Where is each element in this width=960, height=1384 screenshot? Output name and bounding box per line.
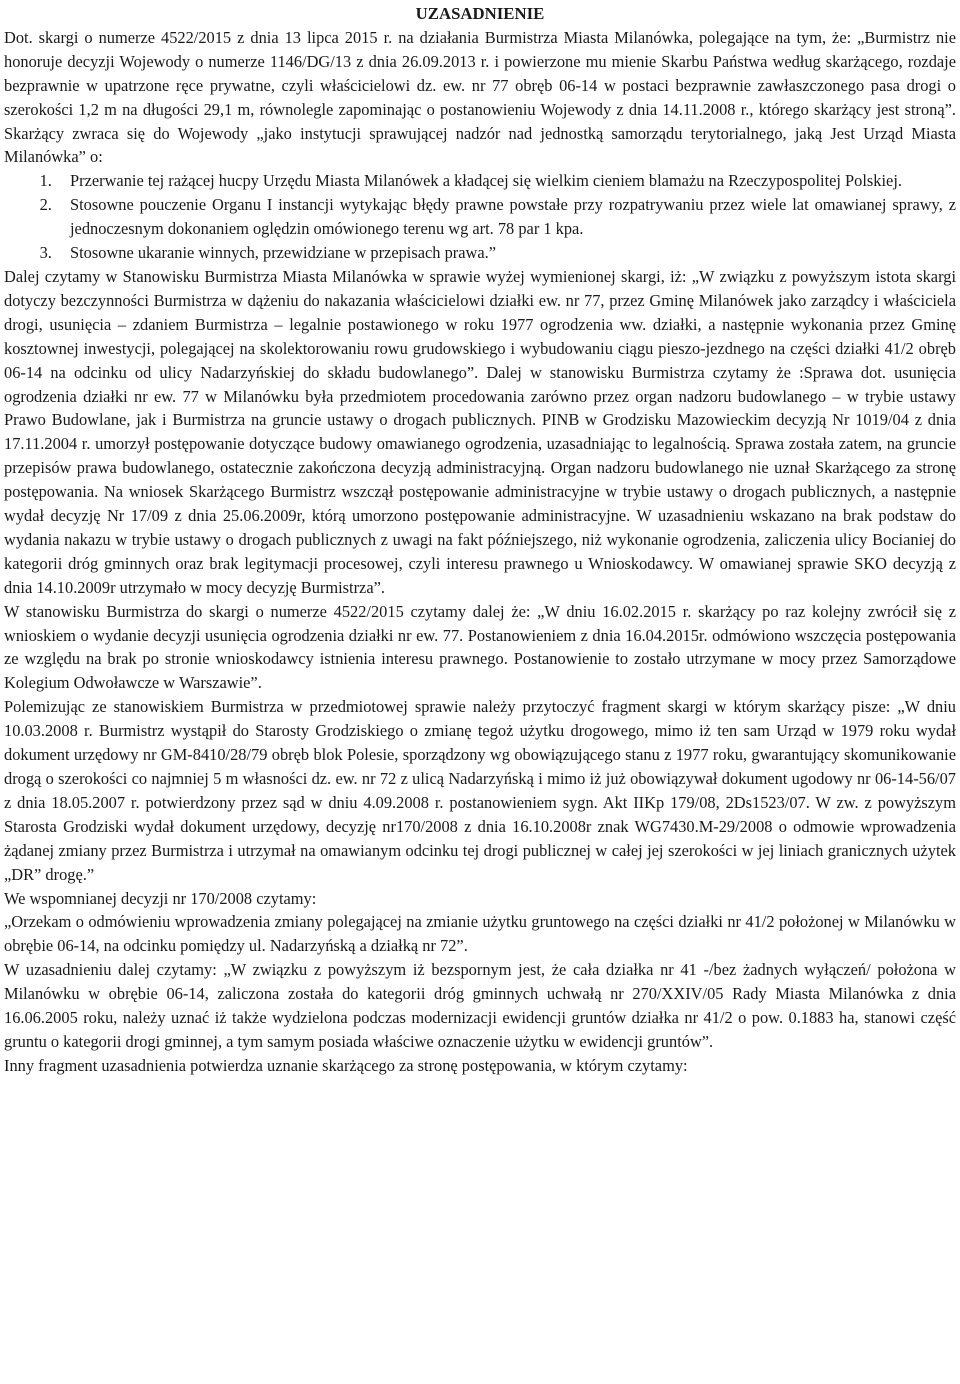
decision-quote-paragraph: „Orzekam o odmówieniu wprowadzenia zmiany polegającej na zmianie użytku gruntowego na części działki nr 41/2 położonej w Milanówku w obrębie 06-14, na odcinku pomiędzy ul. Nadarzyńską a działką nr 72”. [4, 912, 956, 956]
list-item: 3. Stosowne ukaranie winnych, przewidziane w przepisach prawa.” [56, 241, 956, 265]
justification-paragraph: W uzasadnieniu dalej czytamy: „W związku z powyższym iż bezspornym jest, że cała działka nr 41 -/bez żadnych wyłączeń/ położona w Milanówku w obrębie 06-14, zaliczona została do kategorii dróg gminnych uchwałą nr 270/XXIV/05 Rady Miasta Milanówka z dnia 16.06.2005 roku, należy uznać iż także wydzielona podczas modernizacji ewidencji gruntów działka nr 41/2 o pow. 0.1883 ha, stanowi część gruntu o kategorii drogi gminnej, a tym samym posiada właściwe oznaczenie użytku w ewidencji gruntów”. [4, 960, 956, 1051]
list-item: 1. Przerwanie tej rażącej hucpy Urzędu Miasta Milanówek a kładącej się wielkim cieniem blamażu na Rzeczypospolitej Polskiej. [56, 169, 956, 193]
decision-reference-paragraph: We wspomnianej decyzji nr 170/2008 czytamy: [4, 888, 317, 908]
polemic-paragraph: Polemizując ze stanowiskiem Burmistrza w przedmiotowej sprawie należy przytoczyć fragment skargi w którym skarżący pisze: „W dniu 10.03.2008 r. Burmistrz wystąpił do Starosty Grodziskiego o zmianę tegoż użytku drogowego, mimo iż ten sam Urząd w 1979 roku wydał dokument urzędowy nr GM-8410/28/79 obręb blok Polesie, sporządzony wg obowiązującego stanu z 1977 roku, gwarantujący skomunikowanie drogą o szerokości co najmniej 5 m własności dz. ew. nr 72 z ulicą Nadarzyńską i mimo iż już obowiązywał dokument ugodowy nr 06-14-56/07 z dnia 18.05.2007 r. potwierdzony przez sąd w dniu 4.09.2008 r. postanowieniem sygn. Akt IIKp 179/08, 2Ds1523/07. W zw. z powyższym Starosta Grodziski wydał dokument urzędowy, decyzję nr170/2008 z dnia 16.10.2008r znak WG7430.M-29/2008 o odmowie wprowadzenia żądanej zmiany przez Burmistrza i utrzymał na omawianym odcinku tej drogi publicznej w całej jej szerokości w jej liniach granicznych użytek „DR” drogę.” [4, 697, 956, 884]
intro-paragraph: Dot. skargi o numerze 4522/2015 z dnia 13 lipca 2015 r. na działania Burmistrza Miasta Milanówka, polegające na tym, że: „Burmistrz nie honoruje decyzji Wojewody o numerze 1146/DG/13 z dnia 26.09.2013 r. i powierzone mu mienie Skarbu Państwa według skarżącego, rozdaje bezprawnie w upatrzone ręce prywatne, czyli właścicielowi dz. ew. nr 77 obręb 06-14 w postaci bezprawnie zawłaszczonego pasa drogi o szerokości 1,2 m na długości 29,1 m, równolegle zapominając o postanowieniu Wojewody z dnia 14.11.2008 r., którego skarżący jest stroną”. Skarżący zwraca się do Wojewody „jako instytucji sprawującej nadzór nad jednostką samorządu terytorialnego, jaką Jest Urząd Miasta Milanówka” o: [4, 27, 956, 167]
burmistrz-position-paragraph: Dalej czytamy w Stanowisku Burmistrza Miasta Milanówka w sprawie wyżej wymienionej skargi, iż: „W związku z powyższym istota skargi dotyczy bezczynności Burmistrza w dążeniu do nakazania właścicielowi działki ew. nr 77, przez Gminę Milanówek jako zarządcy i właściciela drogi, usunięcia – zdaniem Burmistrza – legalnie postawionego w roku 1977 ogrodzenia ww. działki, a następnie wykonania przez Gminę kosztownej inwestycji, polegającej na skolektorowaniu rowu grudowskiego i wybudowaniu ciągu pieszo-jezdnego na części działki 41/2 obręb 06-14 na odcinku od ulicy Nadarzyńskiej do składu budowlanego”. Dalej w stanowisku Burmistrza czytamy że :Sprawa dot. usunięcia ogrodzenia działki nr ew. 77 w Milanówku była przedmiotem procedowania zarówno przez organ nadzoru budowlanego – w trybie ustawy Prawo Budowlane, jak i Burmistrza na gruncie ustawy o drogach publicznych. PINB w Grodzisku Mazowieckim decyzją Nr 1019/04 z dnia 17.11.2004 r. umorzył postępowanie dotyczące budowy omawianego ogrodzenia, uzasadniając to legalnością. Sprawa została zatem, na gruncie przepisów prawa budowlanego, ostatecznie zakończona decyzją administracyjną. Organ nadzoru budowlanego nie uznał Skarżącego za stronę postępowania. Na wniosek Skarżącego Burmistrz wszczął postępowanie administracyjne w trybie ustawy o drogach publicznych, a następnie wydał decyzję Nr 17/09 z dnia 25.06.2009r, którą umorzono postępowanie administracyjne. W uzasadnieniu wskazano na brak podstaw do wydania nakazu w trybie ustawy o drogach publicznych z uwagi na fakt późniejszego, niż wykonanie ogrodzenia, zaliczenia ulicy Bocianiej do kategorii dróg gminnych oraz brak legitymacji procesowej, czyli interesu prawnego u Wnioskodawcy. W omawianej sprawie SKO decyzją z dnia 14.10.2009r utrzymało w mocy decyzję Burmistrza”. [4, 266, 956, 597]
document-title: UZASADNIENIE [415, 4, 545, 23]
demands-list [4, 169, 956, 265]
closing-paragraph: Inny fragment uzasadnienia potwierdza uznanie skarżącego za stronę postępowania, w którym czytamy: [4, 1055, 688, 1075]
list-item: 2. Stosowne pouczenie Organu I instancji wytykając błędy prawne powstałe przy rozpatrywaniu przez wiele lat omawianej sprawy, z jednoczesnym dokonaniem oględzin omówionego terenu wg art. 78 par 1 kpa. [56, 193, 956, 241]
further-position-paragraph: W stanowisku Burmistrza do skargi o numerze 4522/2015 czytamy dalej że: „W dniu 16.02.2015 r. skarżący po raz kolejny zwrócił się z wnioskiem o wydanie decyzji usunięcia ogrodzenia działki nr ew. 77. Postanowieniem z dnia 16.04.2015r. odmówiono wszczęcia postępowania ze względu na brak po stronie wnioskodawcy istnienia interesu prawnego. Postanowienie to zostało utrzymane w mocy przez Samorządowe Kolegium Odwoławcze w Warszawie”. [4, 601, 956, 693]
